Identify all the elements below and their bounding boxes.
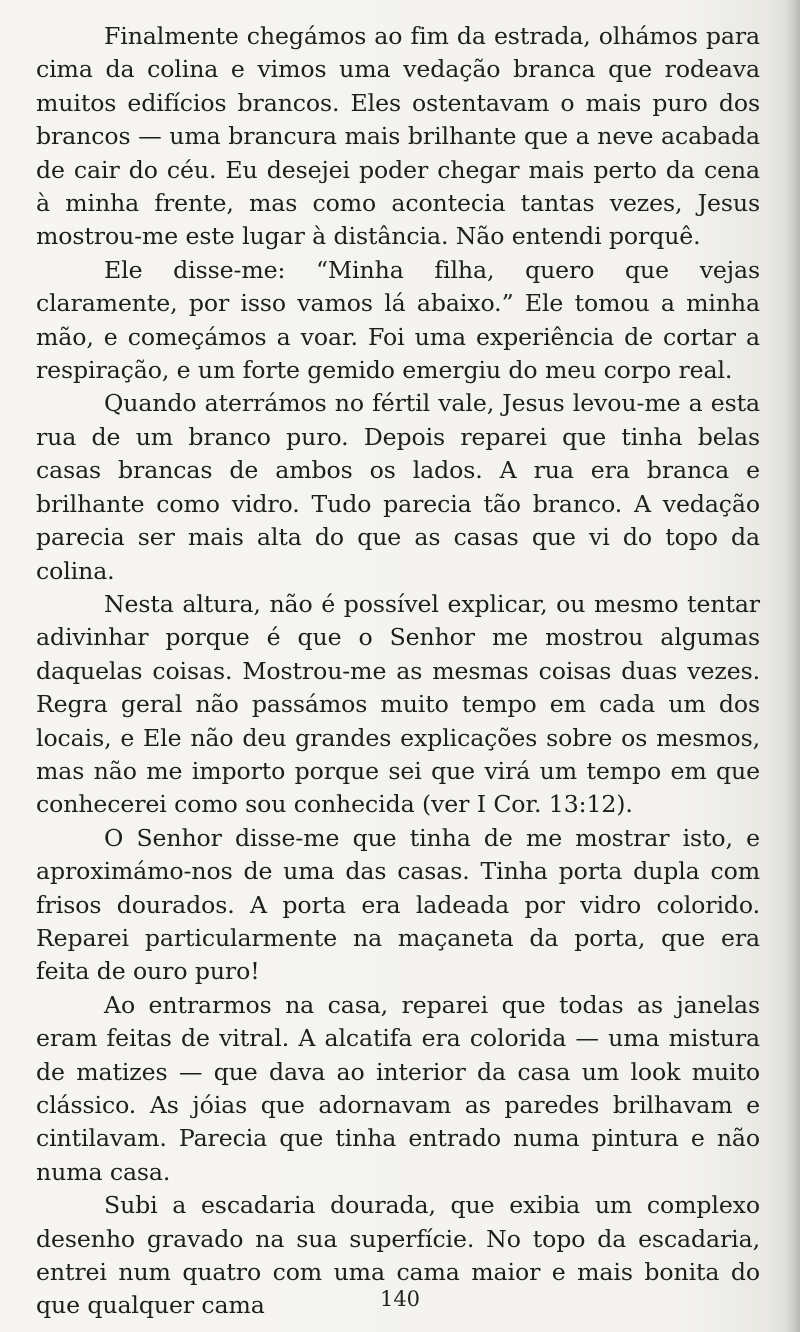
- paragraph-7: Subi a escadaria dourada, que exibia um complexo desenho gravado na sua superfície. No topo da escadaria, entrei num quatro com uma cama maior e mais bonita do que qualquer cama: [36, 1191, 760, 1320]
- paragraph-3: Quando aterrámos no fértil vale, Jesus levou-me a esta rua de um branco puro. Depois reparei que tinha belas casas brancas de ambos os lados. A rua era branca e brilhante como vidro. Tudo parecia tão branco. A vedação parecia ser mais alta do que as casas que vi do topo da colina.: [36, 389, 760, 585]
- page-edge-shadow: [786, 0, 800, 1332]
- paragraph-6: Ao entrarmos na casa, reparei que todas as janelas eram feitas de vitral. A alcatifa era colorida — uma mistura de matizes — que dava ao interior da casa um look muito clássico. As jóias que adornavam as paredes brilhavam e cintilavam. Parecia que tinha entrado numa pintura e não numa casa.: [36, 990, 760, 1186]
- paragraph-1: Finalmente chegámos ao fim da estrada, olhámos para cima da colina e vimos uma vedação branca que rodeava muitos edifícios brancos. Eles ostentavam o mais puro dos brancos — uma brancura mais brilhante que a neve acabada de cair do céu. Eu desejei poder chegar mais perto da cena à minha frente, mas como acontecia tantas vezes, Jesus mostrou-me este lugar à distância. Não entendi porquê.: [36, 22, 760, 251]
- paragraph-5: O Senhor disse-me que tinha de me mostrar isto, e aproximámo-nos de uma das casas. Tinha porta dupla com frisos dourados. A porta era ladeada por vidro colorido. Reparei particularmente na maçaneta da porta, que era feita de ouro puro!: [36, 823, 760, 986]
- paragraph-2: Ele disse-me: “Minha filha, quero que vejas claramente, por isso vamos lá abaixo.” Ele tomou a minha mão, e começámos a voar. Foi uma experiência de cortar a respiração, e um forte gemido emergiu do meu corpo real.: [36, 255, 760, 385]
- page-number: 140: [379, 1287, 421, 1311]
- paragraph-4: Nesta altura, não é possível explicar, ou mesmo tentar adivinhar porque é que o Senhor me mostrou algumas daquelas coisas. Mostrou-me as mesmas coisas duas vezes. Regra geral não passámos muito tempo em cada um dos locais, e Ele não deu grandes explicações sobre os mesmos, mas não me importo porque sei que virá um tempo em que conhecerei como sou conhecida (ver I Cor. 13:12).: [36, 589, 760, 819]
- body-text: [36, 20, 760, 1323]
